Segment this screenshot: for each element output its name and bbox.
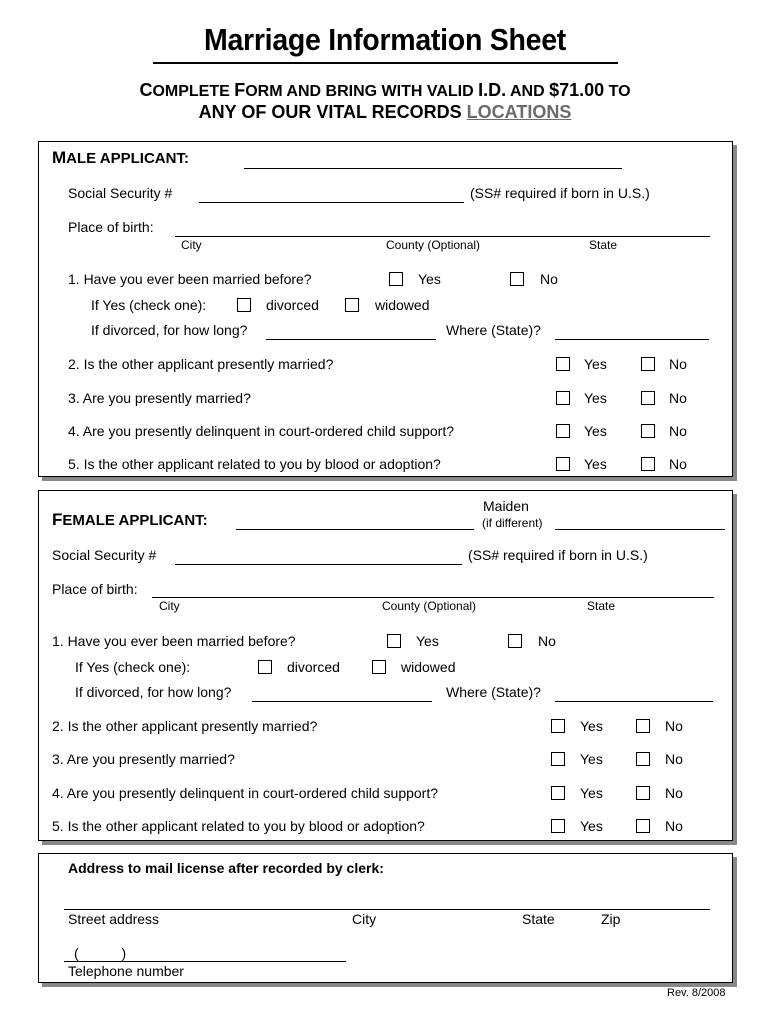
- female-where-label: Where (State)?: [446, 684, 541, 700]
- female-pob-state: State: [587, 599, 616, 613]
- female-how-long-field[interactable]: [252, 701, 432, 702]
- female-q4-no-label: No: [665, 785, 683, 801]
- female-name-field[interactable]: [236, 529, 474, 530]
- male-q5-yes-label: Yes: [584, 456, 607, 472]
- male-q2-yes-label: Yes: [584, 356, 607, 372]
- revision-label: Rev. 8/2008: [667, 987, 726, 999]
- male-pob-city: City: [181, 238, 202, 252]
- male-q1-no-label: No: [540, 271, 558, 287]
- male-divorced-checkbox[interactable]: [237, 298, 251, 312]
- zip-label: Zip: [601, 911, 621, 927]
- female-q2: 2. Is the other applicant presently married?: [52, 718, 318, 734]
- instr-id: I.D.: [478, 80, 507, 100]
- telephone-field[interactable]: [64, 961, 346, 962]
- instr-and: AND: [506, 83, 550, 100]
- locations-link[interactable]: LOCATIONS: [466, 102, 572, 122]
- female-q2-no-label: No: [665, 718, 683, 734]
- female-pob-county: County (Optional): [382, 599, 477, 613]
- male-q4: 4. Are you presently delinquent in court-ordered child support?: [68, 423, 455, 439]
- male-widowed-checkbox[interactable]: [345, 298, 359, 312]
- male-pob-state: State: [589, 238, 618, 252]
- page-title: Marriage Information Sheet: [203, 22, 567, 57]
- female-heading-rest: EMALE APPLICANT:: [62, 512, 208, 529]
- instr-orm: ORM AND BRING WITH VALID: [245, 83, 479, 100]
- female-q3-yes-label: Yes: [580, 751, 603, 767]
- female-q5-yes-checkbox[interactable]: [551, 819, 565, 833]
- female-q1-yes-checkbox[interactable]: [387, 634, 401, 648]
- male-q3-no-label: No: [669, 390, 687, 406]
- female-q1-no-label: No: [538, 633, 556, 649]
- female-q5-yes-label: Yes: [580, 818, 603, 834]
- female-ssn-label: Social Security #: [52, 547, 157, 563]
- male-q5-no-label: No: [669, 456, 687, 472]
- female-q2-no-checkbox[interactable]: [636, 719, 650, 733]
- state-label: State: [522, 911, 555, 927]
- female-if-different-label: (if different): [482, 516, 543, 530]
- female-divorced-checkbox[interactable]: [258, 660, 272, 674]
- title-underline: [153, 62, 618, 64]
- instr-fee: $71.00: [549, 80, 605, 100]
- male-pob-field[interactable]: [175, 236, 710, 237]
- female-maiden-label: Maiden: [483, 498, 529, 514]
- female-pob-field[interactable]: [152, 597, 714, 598]
- female-q3-yes-checkbox[interactable]: [551, 752, 565, 766]
- city-label: City: [352, 911, 377, 927]
- male-if-yes-label: If Yes (check one):: [91, 297, 207, 313]
- street-address-label: Street address: [68, 911, 160, 927]
- female-q5-no-checkbox[interactable]: [636, 819, 650, 833]
- male-heading-rest: ALE APPLICANT:: [66, 150, 189, 167]
- female-if-yes-label: If Yes (check one):: [75, 659, 191, 675]
- female-heading: [52, 510, 208, 530]
- female-q4-no-checkbox[interactable]: [636, 786, 650, 800]
- female-q3-no-checkbox[interactable]: [636, 752, 650, 766]
- male-q3-yes-label: Yes: [584, 390, 607, 406]
- instr-line2-text: ANY OF OUR VITAL RECORDS: [198, 102, 467, 122]
- male-how-long-field[interactable]: [266, 339, 436, 340]
- female-ssn-note: (SS# required if born in U.S.): [468, 547, 648, 563]
- address-field[interactable]: [64, 909, 710, 910]
- male-q3-no-checkbox[interactable]: [641, 391, 655, 405]
- female-q2-yes-checkbox[interactable]: [551, 719, 565, 733]
- female-widowed-label: widowed: [401, 659, 456, 675]
- instr-to: TO: [604, 83, 631, 100]
- male-q4-no-label: No: [669, 423, 687, 439]
- male-where-field[interactable]: [555, 339, 709, 340]
- male-q5-yes-checkbox[interactable]: [556, 457, 570, 471]
- female-q1: 1. Have you ever been married before?: [52, 633, 296, 649]
- female-q1-yes-label: Yes: [416, 633, 439, 649]
- male-widowed-label: widowed: [375, 297, 430, 313]
- male-q4-no-checkbox[interactable]: [641, 424, 655, 438]
- male-ssn-note: (SS# required if born in U.S.): [470, 185, 650, 201]
- female-widowed-checkbox[interactable]: [372, 660, 386, 674]
- male-q3: 3. Are you presently married?: [68, 390, 251, 406]
- phone-area-code: ( ): [74, 945, 127, 961]
- male-q2: 2. Is the other applicant presently married?: [68, 356, 334, 372]
- male-q4-yes-label: Yes: [584, 423, 607, 439]
- male-where-label: Where (State)?: [446, 322, 541, 338]
- female-where-field[interactable]: [555, 701, 713, 702]
- telephone-label: Telephone number: [68, 963, 184, 979]
- female-q4-yes-label: Yes: [580, 785, 603, 801]
- male-q4-yes-checkbox[interactable]: [556, 424, 570, 438]
- female-q5-no-label: No: [665, 818, 683, 834]
- instr-c: C: [139, 80, 153, 100]
- instr-f: F: [234, 80, 246, 100]
- male-q1-no-checkbox[interactable]: [510, 272, 524, 286]
- male-pob-county: County (Optional): [386, 238, 481, 252]
- female-ssn-field[interactable]: [175, 564, 462, 565]
- male-ssn-label: Social Security #: [68, 185, 173, 201]
- male-q3-yes-checkbox[interactable]: [556, 391, 570, 405]
- male-q2-no-label: No: [669, 356, 687, 372]
- female-q2-yes-label: Yes: [580, 718, 603, 734]
- female-q1-no-checkbox[interactable]: [508, 634, 522, 648]
- male-heading-cap: M: [52, 148, 67, 167]
- female-pob-label: Place of birth:: [52, 581, 138, 597]
- male-q5: 5. Is the other applicant related to you by blood or adoption?: [68, 456, 441, 472]
- male-q5-no-checkbox[interactable]: [641, 457, 655, 471]
- male-pob-label: Place of birth:: [68, 219, 154, 235]
- female-q3-no-label: No: [665, 751, 683, 767]
- instr-omplete: OMPLETE: [152, 83, 235, 100]
- female-maiden-field[interactable]: [555, 529, 725, 530]
- instructions-line-1: [0, 80, 770, 101]
- male-ssn-field[interactable]: [199, 202, 464, 203]
- female-divorced-label: divorced: [287, 659, 340, 675]
- male-divorced-label: divorced: [266, 297, 319, 313]
- male-q1-yes-checkbox[interactable]: [389, 272, 403, 286]
- male-name-field[interactable]: [244, 168, 622, 169]
- female-q3: 3. Are you presently married?: [52, 751, 235, 767]
- male-heading: [52, 148, 189, 168]
- female-how-long-label: If divorced, for how long?: [75, 684, 232, 700]
- male-how-long-label: If divorced, for how long?: [91, 322, 248, 338]
- male-q2-no-checkbox[interactable]: [641, 357, 655, 371]
- male-q1: 1. Have you ever been married before?: [68, 271, 312, 287]
- female-heading-cap: F: [52, 510, 63, 529]
- address-heading: Address to mail license after recorded by clerk:: [68, 860, 384, 876]
- female-q5: 5. Is the other applicant related to you by blood or adoption?: [52, 818, 425, 834]
- male-q2-yes-checkbox[interactable]: [556, 357, 570, 371]
- female-q4: 4. Are you presently delinquent in court-ordered child support?: [52, 785, 439, 801]
- instructions-line-2: [0, 102, 770, 123]
- female-q4-yes-checkbox[interactable]: [551, 786, 565, 800]
- male-q1-yes-label: Yes: [418, 271, 441, 287]
- female-pob-city: City: [159, 599, 180, 613]
